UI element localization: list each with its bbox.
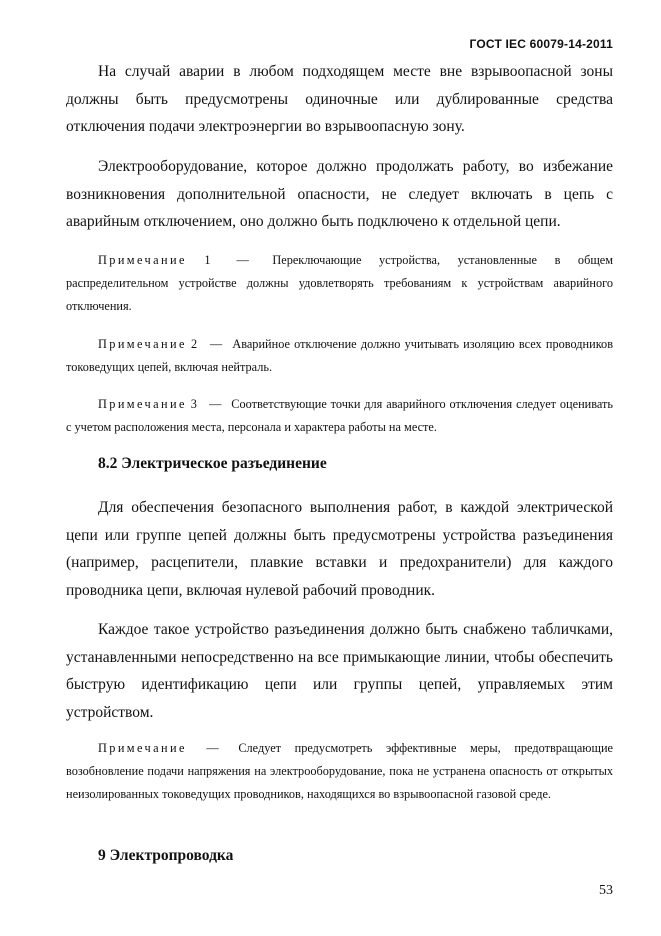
- paragraph-disconnection-devices: Для обеспечения безопасного выполнения работ, в каждой электрической цепи или группе цепей должны быть предусмотрены устройства разъединения (например, расцепители, плавкие вставки и предохранители) для каждого проводника цепи, включая нулевой рабочий проводник.: [66, 499, 613, 599]
- note-label: Примечание: [98, 397, 187, 411]
- note-dash: —: [206, 741, 219, 755]
- note-2: [66, 333, 613, 379]
- note-text: Соответствующие точки для аварийного отключения следует оценивать с учетом расположения места, персонала и характера работы на месте.: [66, 397, 614, 434]
- note-1: [66, 249, 613, 318]
- note-dash: —: [209, 337, 223, 351]
- note-3: [66, 393, 613, 439]
- document-code-header: ГОСТ IEC 60079-14-2011: [469, 37, 613, 51]
- note-dash: —: [209, 397, 222, 411]
- note-dash: —: [236, 253, 249, 267]
- note-label: Примечание: [98, 337, 187, 351]
- paragraph-emergency-shutdown: На случай аварии в любом подходящем месте вне взрывоопасной зоны должны быть предусмотрены одиночные или дублированные средства отключения подачи электроэнергии во взрывоопасную зону.: [66, 63, 613, 135]
- note-label: Примечание: [98, 741, 187, 755]
- section-heading-8-2: 8.2 Электрическое разъединение: [98, 455, 327, 472]
- note-text: Аварийное отключение должно учитывать изоляцию всех проводников токоведущих цепей, включая нейтраль.: [66, 337, 614, 374]
- paragraph-equipment-separate-circuit: Электрооборудование, которое должно продолжать работу, во избежание возникновения дополнительной опасности, не следует включать в цепь с аварийным отключением, оно должно быть подключено к отдельной цепи.: [66, 158, 613, 230]
- note-number: 2: [191, 337, 200, 351]
- note-label: Примечание: [98, 253, 187, 267]
- note-number: 3: [190, 397, 200, 411]
- page-number: 53: [599, 883, 613, 898]
- note-number: 1: [204, 253, 213, 267]
- note-text: Следует предусмотреть эффективные меры, предотвращающие возобновление подачи напряжения на электрооборудование, пока не устранена опасность от открытых неизолированных токоведущих проводников, находящихся во взрывоопасной газовой среде.: [66, 741, 614, 801]
- note-text: Переключающие устройства, установленные в общем распределительном устройстве должны удовлетворять требованиям к устройствам аварийного отключения.: [66, 253, 614, 313]
- paragraph-labels: Каждое такое устройство разъединения должно быть снабжено табличками, устанавленными непосредственно на все примыкающие линии, чтобы обеспечить быструю идентификацию цепи или группы цепей, управляемых этим устройством.: [66, 621, 613, 721]
- note-4: [66, 737, 613, 806]
- section-heading-9: 9 Электропроводка: [98, 847, 234, 864]
